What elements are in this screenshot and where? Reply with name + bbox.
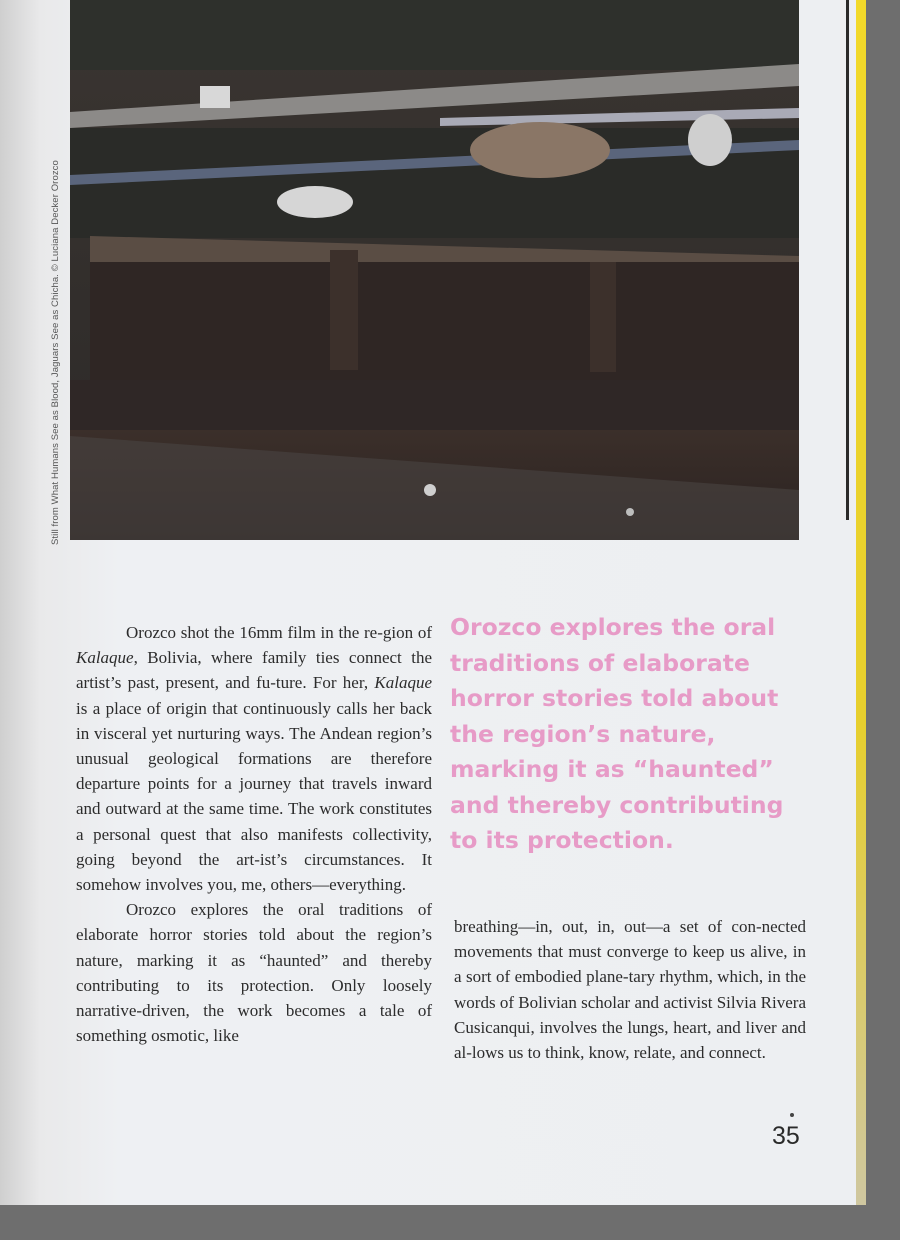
page-mark-dot xyxy=(790,1113,794,1117)
article-right-column xyxy=(454,914,806,1065)
page-edge-yellow xyxy=(856,0,866,1205)
place-name: Kalaque xyxy=(374,673,432,693)
photo-credit: Still from What Humans See as Blood, Jaguars See as Chicha. © Luciana Decker Orozco xyxy=(50,160,61,545)
page-number: 35 xyxy=(772,1122,800,1150)
body-paragraph: Orozco explores the oral traditions of elaborate horror stories told about the region’s nature, marking it as “haunted” and thereby contributing to its protection. Only loosely narrative-driven, the work becomes a tale of something osmotic, like xyxy=(76,900,432,1046)
place-name: Kalaque xyxy=(76,648,134,668)
body-paragraph: breathing—in, out, in, out—a set of con-nected movements that must converge to keep us alive, in a sort of embodied plane-tary rhythm, which, in the words of Bolivian scholar and activist Silvia Rivera Cusicanqui, involves the lungs, heart, and liver and al-lows us to think, know, relate, and connect. xyxy=(454,917,806,1063)
page-edge-rule xyxy=(846,0,849,520)
film-still-photo xyxy=(70,0,799,540)
body-paragraph: Orozco shot the 16mm film in the re-gion of Kalaque, Bolivia, where family ties connect the artist’s past, present, and fu-ture. For her, Kalaque is a place of origin that continuously calls her back in visceral yet nurturing ways. The Andean region’s unusual geological formations are therefore departure points for a journey that travels inward and outward at the same time. The work constitutes a personal quest that also manifests collectivity, going beyond the art-ist’s circumstances. It somehow involves you, me, others—everything. xyxy=(76,623,432,895)
article-left-column xyxy=(76,620,432,1048)
pull-quote: Orozco explores the oral traditions of elaborate horror stories told about the region’s nature, marking it as “haunted” and thereby contributing to its protection. xyxy=(450,613,784,854)
